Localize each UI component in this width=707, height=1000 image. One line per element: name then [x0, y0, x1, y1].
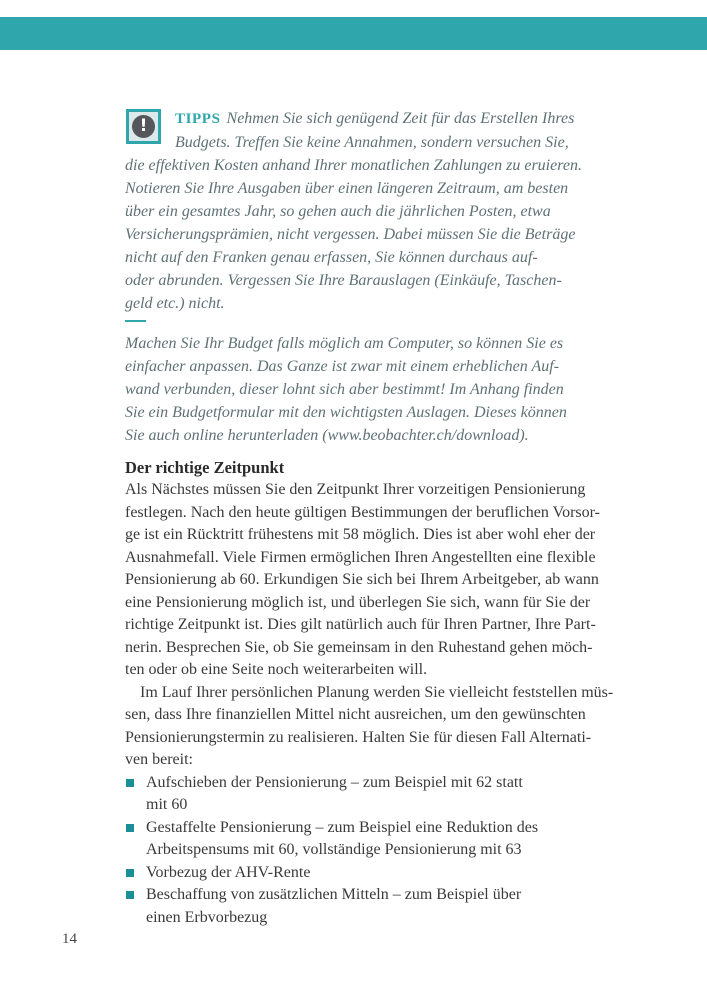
body-line: nerin. Besprechen Sie, ob Sie gemeinsam in den Ruhestand gehen möch-: [125, 638, 593, 656]
page-content: [125, 107, 649, 929]
alternatives-list: [125, 772, 649, 930]
body-line: Ausnahmefall. Viele Firmen ermöglichen Ihren Angestellten eine flexible: [125, 548, 596, 566]
section-divider: [125, 320, 146, 322]
body-line: ten oder ob eine Seite noch weiterarbeiten will.: [125, 661, 428, 678]
square-bullet-icon: [126, 824, 134, 832]
list-item: [125, 772, 649, 817]
tips-line: oder abrunden. Vergessen Sie Ihre Barauslagen (Einkäufe, Taschen-: [125, 272, 562, 289]
tips-line: Notieren Sie Ihre Ausgaben über einen längeren Zeitraum, am besten: [125, 180, 569, 197]
tips-line: Versicherungsprämien, nicht vergessen. Dabei müssen Sie die Beträge: [125, 226, 576, 243]
body-line: festlegen. Nach den heute gültigen Bestimmungen der beruflichen Vorsor-: [125, 503, 600, 521]
body-line: ven bereit:: [125, 751, 193, 768]
square-bullet-icon: [126, 869, 134, 877]
list-item: [125, 862, 649, 885]
body-line: Pensionierungstermin zu realisieren. Halten Sie für diesen Fall Alternati-: [125, 728, 592, 746]
tips-line: über ein gesamtes Jahr, so gehen auch die jährlichen Posten, etwa: [125, 203, 551, 220]
note-line: Machen Sie Ihr Budget falls möglich am Computer, so können Sie es: [125, 335, 564, 352]
bullet-line: einen Erbvorbezug: [146, 908, 268, 926]
note-line: wand verbunden, dieser lohnt sich aber bestimmt! Im Anhang finden: [125, 381, 564, 398]
square-bullet-icon: [126, 779, 134, 787]
body-paragraph-1: [125, 479, 649, 682]
tips-line: geld etc.) nicht.: [125, 295, 225, 312]
body-line: richtige Zeitpunkt ist. Dies gilt natürlich auch für Ihren Partner, Ihre Part-: [125, 616, 596, 633]
bullet-line: Beschaffung von zusätzlichen Mitteln – zum Beispiel über: [146, 886, 522, 903]
body-line: Pensionierung ab 60. Erkundigen Sie sich bei Ihrem Arbeitgeber, ab wann: [125, 571, 599, 588]
note-paragraph: [125, 332, 649, 447]
tips-line: [125, 107, 649, 131]
bullet-line: Aufschieben der Pensionierung – zum Beispiel mit 62 statt: [146, 773, 523, 791]
body-line: Im Lauf Ihrer persönlichen Planung werden Sie vielleicht feststellen müs-: [140, 683, 614, 701]
body-line: eine Pensionierung möglich ist, und überlegen Sie sich, wann für Sie der: [125, 593, 591, 611]
page-number: 14: [62, 931, 77, 947]
tips-text: Nehmen Sie sich genügend Zeit für das Erstellen Ihres: [226, 110, 575, 127]
bullet-line: Arbeitspensums mit 60, vollständige Pensionierung mit 63: [146, 841, 522, 858]
body-line: ge ist ein Rücktritt frühestens mit 58 möglich. Dies ist aber wohl eher der: [125, 526, 596, 543]
tips-line: die effektiven Kosten anhand Ihrer monatlichen Zahlungen zu eruieren.: [125, 157, 582, 174]
note-line: Sie ein Budgetformular mit den wichtigsten Auslagen. Dieses können: [125, 404, 567, 421]
body-paragraph-2: [125, 682, 649, 772]
note-line: Sie auch online herunterladen (www.beobachter.ch/download).: [125, 427, 529, 444]
square-bullet-icon: [126, 891, 134, 899]
tips-line: nicht auf den Franken genau erfassen, Sie können durchaus auf-: [125, 249, 538, 266]
header-bar: [0, 17, 707, 50]
tips-label: TIPPS: [175, 111, 221, 127]
bullet-line: mit 60: [146, 796, 188, 813]
exclamation-icon: !: [132, 115, 155, 138]
tips-line: Budgets. Treffen Sie keine Annahmen, sondern versuchen Sie,: [175, 134, 569, 151]
bullet-line: Vorbezug der AHV-Rente: [146, 863, 311, 881]
body-line: Als Nächstes müssen Sie den Zeitpunkt Ihrer vorzeitigen Pensionierung: [125, 481, 586, 498]
tips-box-icon: [126, 109, 161, 144]
section-heading: Der richtige Zeitpunkt: [125, 458, 285, 477]
bullet-line: Gestaffelte Pensionierung – zum Beispiel eine Reduktion des: [146, 818, 539, 836]
body-line: sen, dass Ihre finanziellen Mittel nicht ausreichen, um den gewünschten: [125, 706, 586, 723]
list-item: [125, 884, 649, 929]
note-line: einfacher anpassen. Das Ganze ist zwar mit einem erheblichen Auf-: [125, 358, 560, 375]
list-item: [125, 817, 649, 862]
tips-callout: [125, 107, 649, 315]
